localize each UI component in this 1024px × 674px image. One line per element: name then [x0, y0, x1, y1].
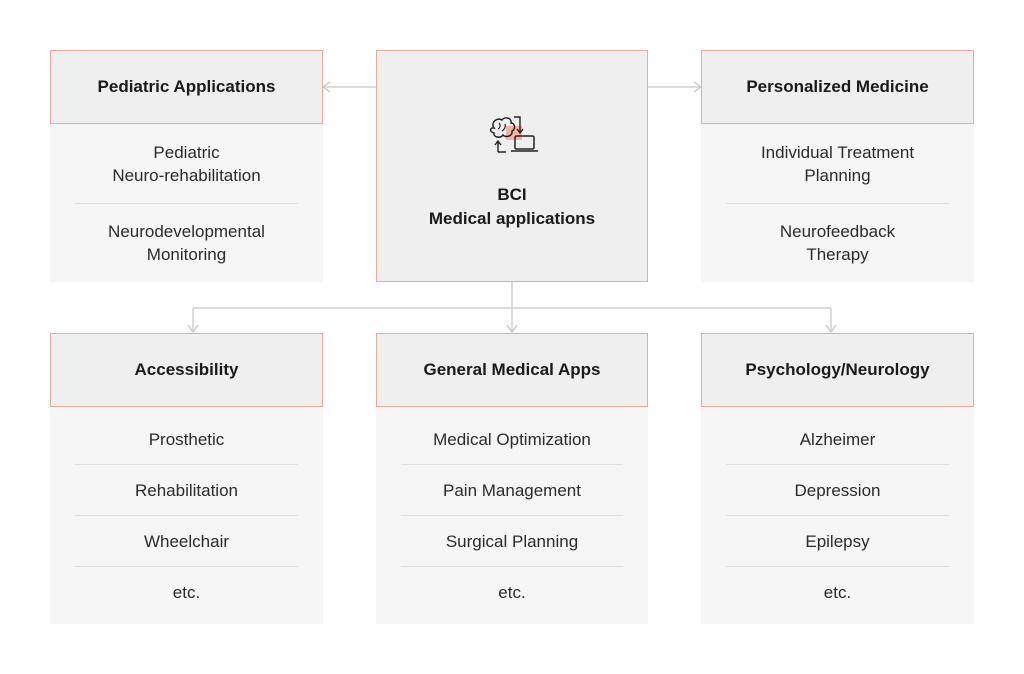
general-header: General Medical Apps	[376, 333, 648, 407]
psychology-panel	[701, 407, 974, 624]
accessibility-panel	[50, 407, 323, 624]
list-item: Depression	[794, 480, 881, 500]
list-item: etc.	[498, 582, 526, 602]
list-item: Prosthetic	[148, 429, 225, 449]
accessibility-header: Accessibility	[50, 333, 323, 407]
center-title: BCI Medical applications	[428, 185, 596, 228]
center-node	[376, 50, 648, 282]
list-item: Neurofeedback Therapy	[779, 221, 896, 264]
list-item: Neurodevelopmental Monitoring	[108, 221, 265, 264]
pediatric-header: Pediatric Applications	[50, 50, 323, 124]
list-item: Pediatric Neuro-rehabilitation	[112, 142, 261, 185]
psychology-header: Psychology/Neurology	[701, 333, 974, 407]
personalized-panel	[701, 124, 974, 282]
list-item: etc.	[172, 582, 201, 602]
brain-computer-icon	[484, 114, 542, 162]
list-item: Individual Treatment Planning	[760, 142, 915, 185]
list-item: Pain Management	[443, 480, 581, 500]
personalized-header: Personalized Medicine	[701, 50, 974, 124]
list-item: Alzheimer	[799, 429, 876, 449]
list-item: etc.	[823, 582, 852, 602]
list-item: Epilepsy	[805, 531, 870, 551]
pediatric-panel	[50, 124, 323, 282]
list-item: Wheelchair	[143, 531, 230, 551]
list-item: Medical Optimization	[433, 429, 591, 449]
general-panel	[376, 407, 648, 624]
list-item: Rehabilitation	[134, 480, 238, 500]
list-item: Surgical Planning	[445, 531, 579, 551]
